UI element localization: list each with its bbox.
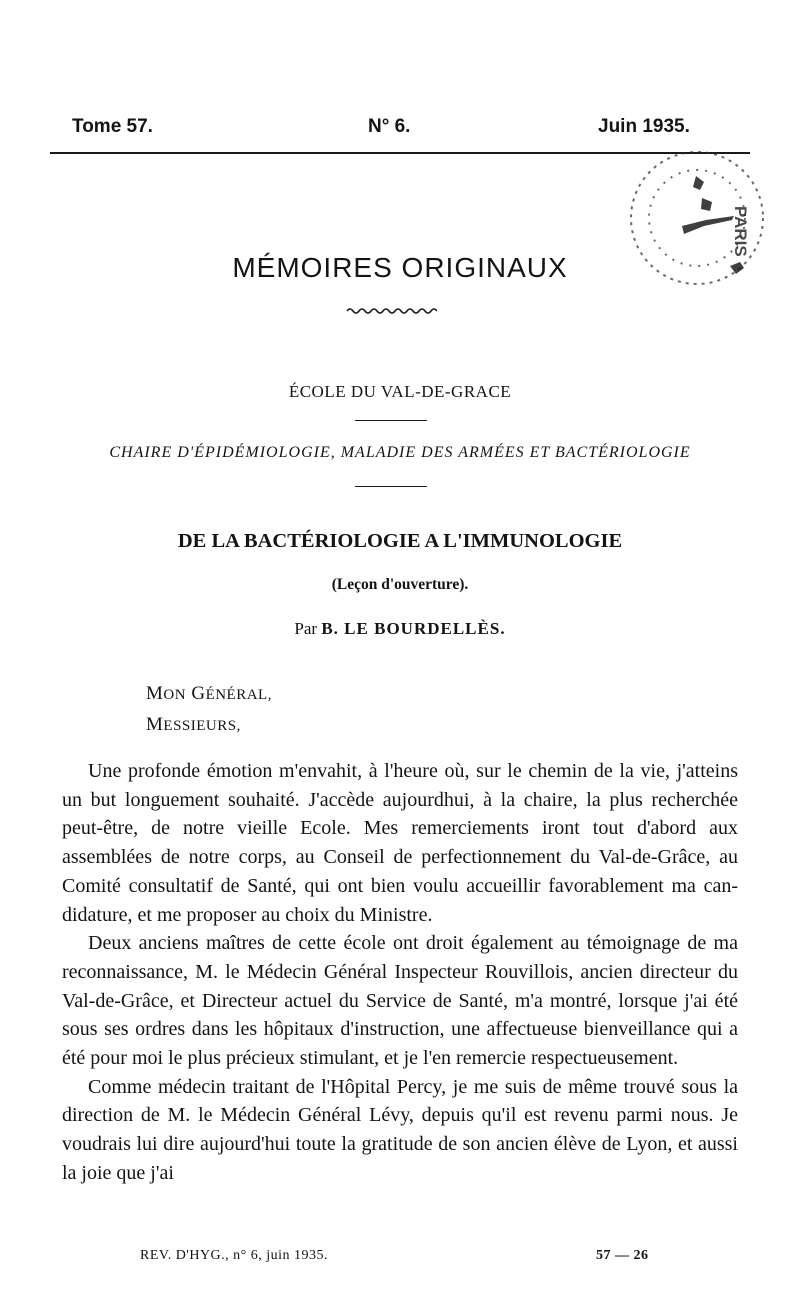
header-tome: Tome 57. bbox=[72, 116, 153, 137]
header-date: Juin 1935. bbox=[598, 116, 690, 137]
stamp-text: PARIS bbox=[731, 206, 750, 257]
chair-title: CHAIRE D'ÉPIDÉMIOLOGIE, MALADIE DES ARMÉES ET BACTÉRIOLOGIE bbox=[109, 444, 691, 461]
divider-rule bbox=[355, 420, 427, 421]
lecture-title: DE LA BACTÉRIOLOGIE A L'IMMUNOLOGIE bbox=[177, 530, 623, 552]
salutation-line-1: MON GÉNÉRAL, bbox=[146, 683, 272, 704]
lecture-subtitle: (Leçon d'ouverture). bbox=[331, 576, 469, 593]
paragraph: Comme médecin traitant de l'Hôpital Percy, je me suis de même trouvé sous la direction de M. le Médecin Général Lévy, depuis qu'il est revenu parmi nous. Je voudrais lui dire aujourd'hui toute la gratitude de son ancien élève de Lyon, et aussi la joie que j'ai bbox=[62, 1075, 738, 1184]
author-prefix: Par bbox=[294, 619, 318, 638]
salutation-line-2: MESSIEURS, bbox=[146, 714, 241, 735]
paragraph: Deux anciens maîtres de cette école ont droit également au témoignage de ma reconnaissance, M. le Médecin Général Inspecteur Rouvillois, ancien directeur du Val-de-Grâce, et Directeur actuel du Service de Santé, m'a montré, lorsque j'ai été sous ses ordres dans les hôpitaux d'instruction, une affectueuse bienveillance qui a été pour moi le plus précieux stimulant, et je l'en remercie respectueusement. bbox=[62, 932, 738, 1070]
section-title: MÉMOIRES ORIGINAUX bbox=[232, 252, 568, 283]
school-name: ÉCOLE DU VAL-DE-GRACE bbox=[288, 382, 512, 401]
author-line bbox=[0, 619, 800, 639]
stamp-mark bbox=[701, 198, 712, 211]
footer-page-number: 57 — 26 bbox=[596, 1248, 649, 1263]
paragraph: Une profonde émotion m'envahit, à l'heure où, sur le chemin de la vie, j'atteins un but longuement souhaité. J'accède aujourdhui, à la chaire, la plus recherchée peut-être, de notre vieille Ecole. Mes remerciements iront tout d'abord aux assemblées de notre corps, au Conseil de perfectionnement du Val-de-Grâce, au Comité consultatif de Santé, qui ont bien voulu accueillir favorablement ma candidature, et me proposer au choix du Ministre. bbox=[62, 760, 738, 926]
author-name: B. LE BOURDELLÈS. bbox=[321, 619, 506, 638]
body-text bbox=[62, 757, 738, 1188]
header-number: N° 6. bbox=[368, 116, 411, 137]
divider-rule bbox=[355, 486, 427, 487]
stamp-mark bbox=[682, 216, 734, 234]
footer-reference: REV. D'HYG., n° 6, juin 1935. bbox=[140, 1248, 329, 1263]
stamp-mark bbox=[693, 176, 704, 190]
wavy-ornament bbox=[345, 306, 437, 316]
